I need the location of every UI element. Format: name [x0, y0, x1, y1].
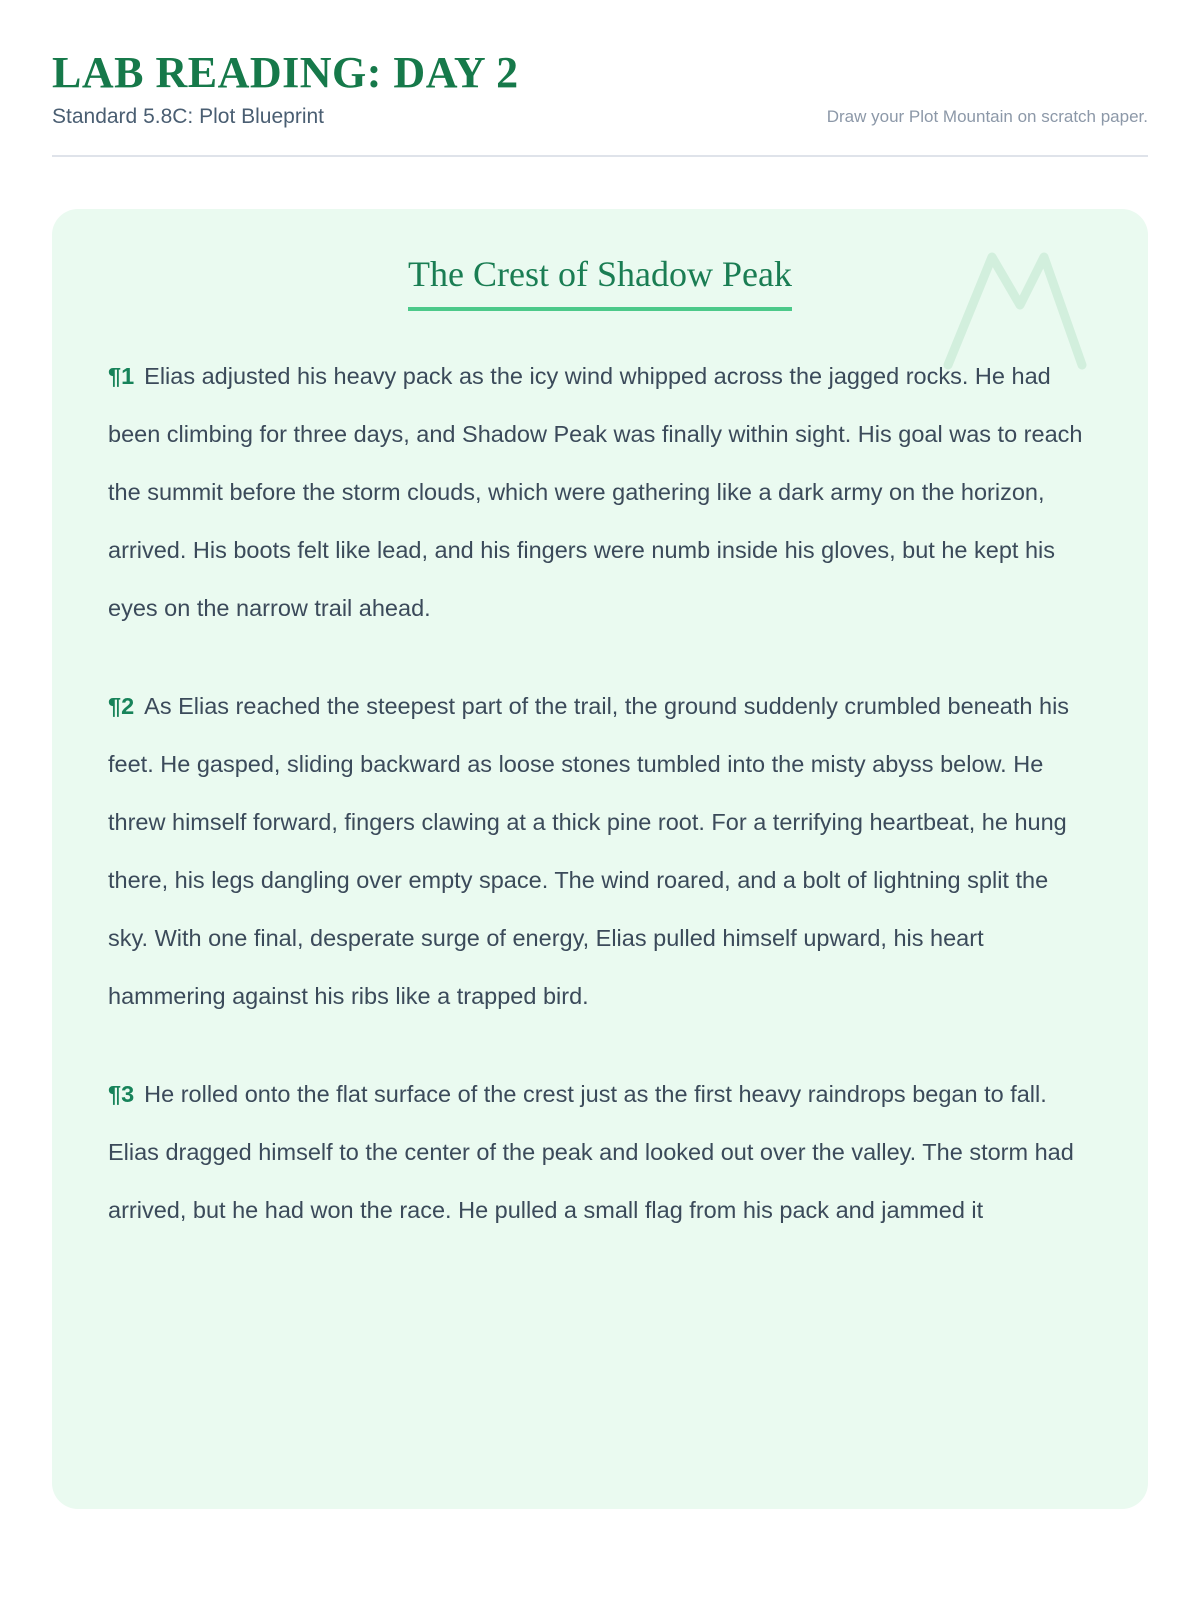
paragraph-marker: ¶3: [108, 1081, 135, 1108]
page-title: LAB READING: DAY 2: [52, 48, 519, 97]
paragraph-marker: ¶2: [108, 693, 135, 720]
page-header: [52, 50, 1148, 129]
paragraph-text: He rolled onto the flat surface of the crest just as the first heavy raindrops began to fall. Elias dragged himself to the center of the peak and looked out over the valley. The storm had arrived, but he had won the race. He pulled a small flag from his pack and jammed it: [108, 1081, 1074, 1224]
passage-title: The Crest of Shadow Peak: [408, 253, 792, 311]
passage-card: [52, 209, 1148, 1509]
header-divider: [52, 155, 1148, 157]
passage-paragraph: [108, 1065, 1092, 1239]
header-instruction-note: Draw your Plot Mountain on scratch paper.: [826, 107, 1148, 127]
paragraph-text: As Elias reached the steepest part of the trail, the ground suddenly crumbled beneath his feet. He gasped, sliding backward as loose stones tumbled into the misty abyss below. He threw himself forward, fingers clawing at a thick pine root. For a terrifying heartbeat, he hung there, his legs dangling over empty space. The wind roared, and a bolt of lightning split the sky. With one final, desperate surge of energy, Elias pulled himself upward, his heart hammering against his ribs like a trapped bird.: [108, 693, 1070, 1010]
passage-title-wrap: [108, 253, 1092, 311]
paragraph-marker: ¶1: [108, 363, 135, 390]
passage-paragraph: [108, 677, 1092, 1025]
passage-paragraph: [108, 347, 1092, 637]
standard-subtitle: Standard 5.8C: Plot Blueprint: [52, 105, 324, 129]
paragraph-text: Elias adjusted his heavy pack as the icy wind whipped across the jagged rocks. He had been climbing for three days, and Shadow Peak was finally within sight. His goal was to reach the summit before the storm clouds, which were gathering like a dark army on the horizon, arrived. His boots felt like lead, and his fingers were numb inside his gloves, but he kept his eyes on the narrow trail ahead.: [108, 363, 1083, 622]
